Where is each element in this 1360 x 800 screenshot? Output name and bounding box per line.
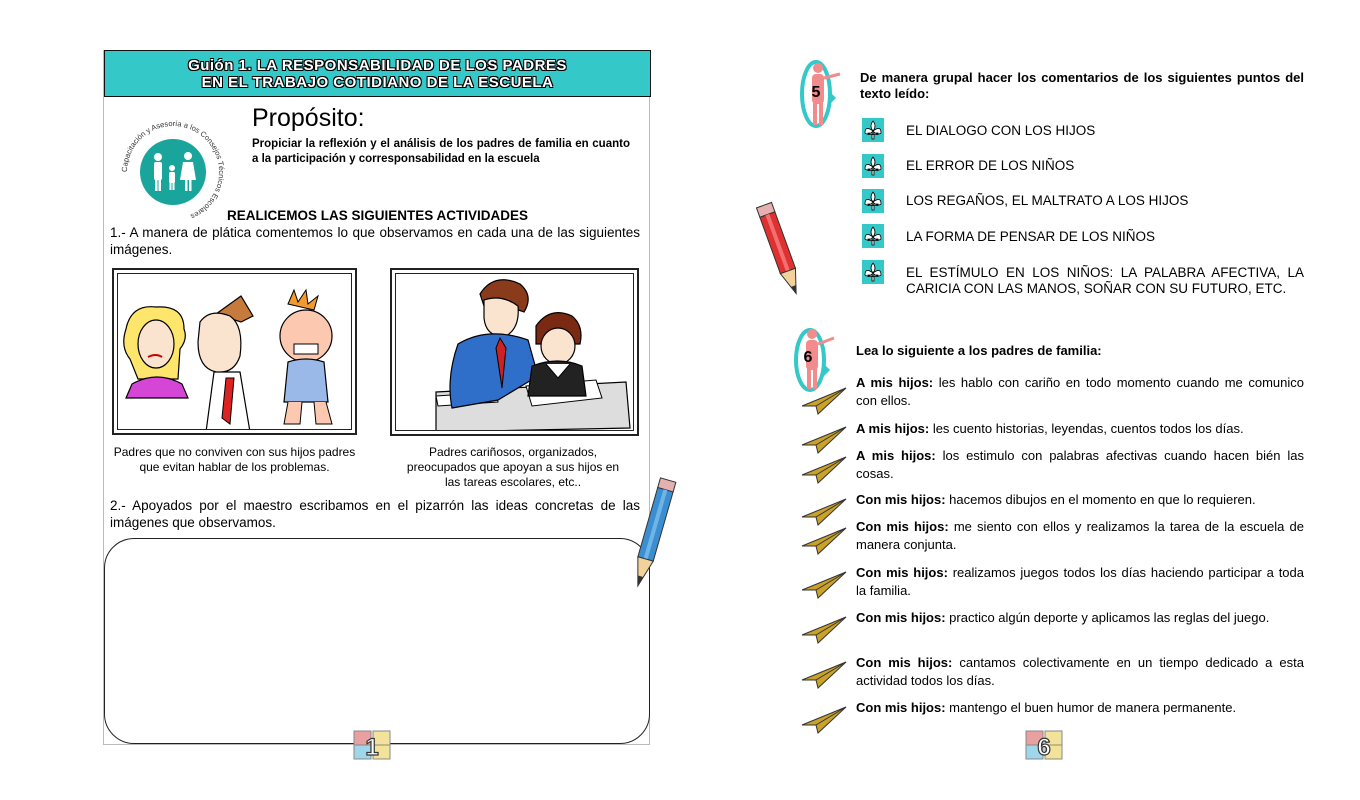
statement-text: les cuento historias, leyendas, cuentos todos los días.	[929, 421, 1244, 436]
statement-text: les hablo con cariño en todo momento cuando me comunico con ellos.	[856, 375, 1304, 408]
statement-text: realizamos juegos todos los días haciendo participar a toda la familia.	[856, 565, 1305, 598]
person-step-6-icon	[790, 326, 838, 394]
statement-3	[856, 447, 1304, 483]
seal-text: Capacitación y Asesoría a los Consejos Técnicos Escolares	[119, 118, 227, 222]
discussion-point: EL DIALOGO CON LOS HIJOS	[906, 123, 1096, 138]
activities-title: REALICEMOS LAS SIGUIENTES ACTIVIDADES	[226, 208, 529, 223]
fleur-de-lis-icon	[862, 189, 884, 213]
illustration-distant-parents	[112, 268, 357, 435]
statement-lead: A mis hijos:	[856, 375, 934, 390]
paper-plane-icon	[800, 705, 848, 735]
left-page	[103, 50, 650, 745]
statement-lead: Con mis hijos:	[856, 700, 946, 715]
statement-lead: Con mis hijos:	[856, 655, 953, 670]
statement-lead: Con mis hijos:	[856, 519, 949, 534]
purpose-text: Propiciar la reflexión y el análisis de los padres de familia en cuanto a la participación y corresponsabilidad en la escuela	[252, 138, 630, 165]
statement-text: los estimulo con palabras afectivas cuando hacen bién las cosas.	[856, 448, 1304, 481]
statement-lead: Con mis hijos:	[856, 492, 946, 507]
page-number-1-icon	[353, 730, 391, 760]
paper-plane-icon	[800, 570, 848, 600]
paper-plane-icon	[800, 425, 848, 455]
fleur-de-lis-icon	[862, 224, 884, 248]
statement-9	[856, 699, 1304, 717]
statement-text: me siento con ellos y realizamos la tarea de la escuela de manera conjunta.	[856, 519, 1304, 552]
discussion-point: LA FORMA DE PENSAR DE LOS NIÑOS	[906, 229, 1156, 244]
paper-plane-icon	[800, 526, 848, 556]
statement-2	[856, 420, 1304, 438]
blue-pencil-icon	[628, 474, 678, 592]
step-5-intro: De manera grupal hacer los comentarios de los siguientes puntos del texto leído:	[860, 70, 1304, 101]
fleur-de-lis-icon	[862, 154, 884, 178]
step-5-number: 5	[811, 84, 821, 101]
purpose-title: Propósito:	[252, 104, 365, 132]
illustration-caring-parents	[390, 268, 639, 436]
statement-lead: Con mis hijos:	[856, 610, 946, 625]
discussion-point: EL ERROR DE LOS NIÑOS	[906, 158, 1075, 173]
paper-plane-icon	[800, 660, 848, 690]
statement-text: cantamos colectivamente en un tiempo dedicado a esta actividad todos los días.	[856, 655, 1304, 688]
statement-lead: Con mis hijos:	[856, 565, 948, 580]
guide-title-banner	[104, 50, 651, 97]
statement-text: practico algún deporte y aplicamos las reglas del juego.	[945, 610, 1270, 625]
statement-text: mantengo el buen humor de manera permanente.	[945, 700, 1237, 715]
person-step-5-icon	[796, 60, 844, 128]
statement-4	[856, 491, 1304, 509]
paper-plane-icon	[800, 386, 848, 416]
red-pencil-icon	[756, 200, 806, 298]
statement-1	[856, 374, 1304, 410]
page-number-6-icon	[1025, 730, 1063, 760]
page-number-6: 6	[1037, 734, 1051, 760]
statement-5	[856, 518, 1304, 554]
step-6-intro: Lea lo siguiente a los padres de familia:	[856, 343, 1102, 358]
discussion-point: EL ESTÍMULO EN LOS NIÑOS: LA PALABRA AFECTIVA, LA CARICIA CON LAS MANOS, SOÑAR CON SU FUTURO, ETC.	[906, 265, 1304, 296]
statement-lead: A mis hijos:	[856, 421, 930, 436]
question-1: 1.- A manera de plática comentemos lo que observamos en cada una de las siguientes imágenes.	[110, 225, 640, 257]
statement-text: hacemos dibujos en el momento en que lo requieren.	[945, 492, 1256, 507]
discussion-point: LOS REGAÑOS, EL MALTRATO A LOS HIJOS	[906, 193, 1189, 208]
paper-plane-icon	[800, 615, 848, 645]
statement-8	[856, 654, 1304, 690]
paper-plane-icon	[800, 455, 848, 485]
caption-distant-parents: Padres que no conviven con sus hijos padres que evitan hablar de los problemas.	[113, 445, 356, 474]
banner-line-1: Guión 1. LA RESPONSABILIDAD DE LOS PADRES	[188, 56, 567, 74]
fleur-de-lis-icon	[862, 118, 884, 142]
answer-box[interactable]	[104, 538, 650, 744]
caption-caring-parents: Padres cariñosos, organizados, preocupados que apoyan a sus hijos en las tareas escolares, etc..	[406, 445, 620, 489]
statement-lead: A mis hijos:	[856, 448, 936, 463]
statement-6	[856, 564, 1304, 600]
caring-parents-drawing	[396, 274, 634, 431]
statement-7	[856, 609, 1304, 627]
paper-plane-icon	[800, 497, 848, 527]
banner-line-2: EN EL TRABAJO COTIDIANO DE LA ESCUELA	[201, 73, 554, 91]
distant-parents-drawing	[118, 274, 352, 430]
page-number-1: 1	[365, 734, 379, 760]
question-2: 2.- Apoyados por el maestro escribamos en el pizarrón las ideas concretas de las imágenes que observamos.	[110, 498, 640, 530]
fleur-de-lis-icon	[862, 260, 884, 284]
step-6-number: 6	[803, 349, 813, 366]
